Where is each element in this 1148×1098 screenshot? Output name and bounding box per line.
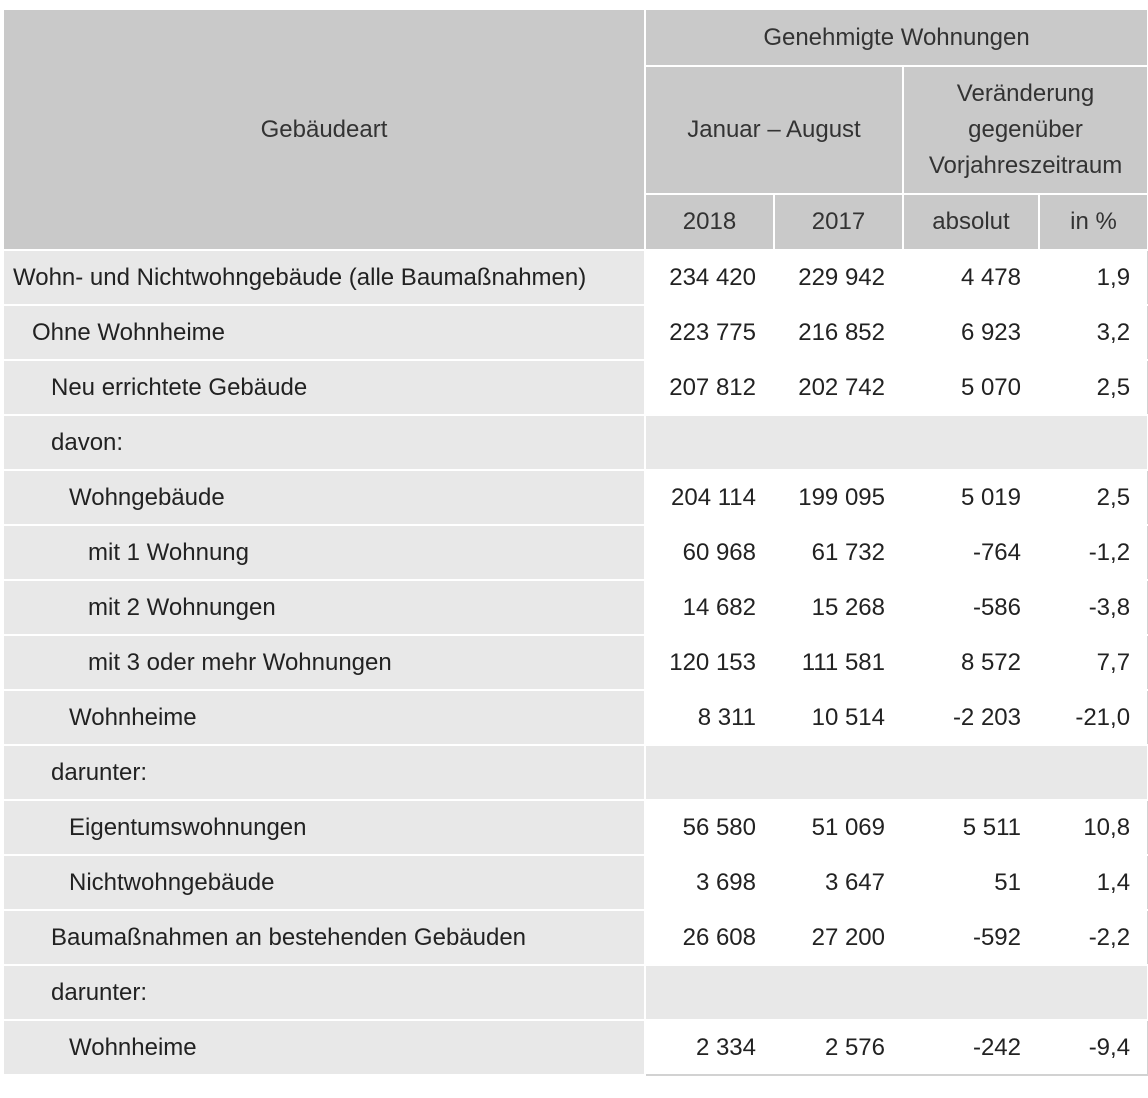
header-period: Januar – August <box>645 66 903 194</box>
empty-cells <box>645 965 1148 1020</box>
cell-2018: 223 775 <box>645 305 774 360</box>
cell-2017: 229 942 <box>774 250 903 305</box>
cell-2017: 15 268 <box>774 580 903 635</box>
header-change-line1: Veränderung <box>956 80 1095 107</box>
row-label: Wohnheime <box>3 1020 645 1075</box>
cell-percent: 7,7 <box>1039 635 1148 690</box>
cell-2018: 8 311 <box>645 690 774 745</box>
cell-2017: 216 852 <box>774 305 903 360</box>
cell-percent: 2,5 <box>1039 360 1148 415</box>
table-row <box>3 580 1148 635</box>
cell-2018: 26 608 <box>645 910 774 965</box>
cell-percent: -2,2 <box>1039 910 1148 965</box>
header-change-line2: gegenüber <box>968 116 1083 143</box>
cell-2017: 3 647 <box>774 855 903 910</box>
row-label: mit 2 Wohnungen <box>3 580 645 635</box>
cell-2018: 207 812 <box>645 360 774 415</box>
cell-absolute: -764 <box>903 525 1039 580</box>
header-change-line3: Vorjahreszeitraum <box>928 152 1123 179</box>
cell-absolute: -592 <box>903 910 1039 965</box>
row-label: Wohnheime <box>3 690 645 745</box>
row-label: mit 1 Wohnung <box>3 525 645 580</box>
cell-absolute: 8 572 <box>903 635 1039 690</box>
table-row <box>3 305 1148 360</box>
cell-2018: 56 580 <box>645 800 774 855</box>
table-row <box>3 1020 1148 1075</box>
cell-2017: 202 742 <box>774 360 903 415</box>
cell-absolute: -2 203 <box>903 690 1039 745</box>
cell-2018: 3 698 <box>645 855 774 910</box>
row-label: darunter: <box>3 965 645 1020</box>
row-label: Ohne Wohnheime <box>3 305 645 360</box>
header-change <box>903 66 1148 194</box>
cell-2018: 2 334 <box>645 1020 774 1075</box>
cell-2017: 199 095 <box>774 470 903 525</box>
cell-percent: 10,8 <box>1039 800 1148 855</box>
empty-cells <box>645 745 1148 800</box>
table-row <box>3 250 1148 305</box>
cell-percent: 1,4 <box>1039 855 1148 910</box>
table-row <box>3 910 1148 965</box>
table-row <box>3 360 1148 415</box>
table-row <box>3 745 1148 800</box>
cell-absolute: 4 478 <box>903 250 1039 305</box>
row-label: mit 3 oder mehr Wohnungen <box>3 635 645 690</box>
row-label: Eigentumswohnungen <box>3 800 645 855</box>
table-row <box>3 525 1148 580</box>
cell-percent: -1,2 <box>1039 525 1148 580</box>
cell-absolute: -586 <box>903 580 1039 635</box>
cell-2018: 60 968 <box>645 525 774 580</box>
cell-absolute: 51 <box>903 855 1039 910</box>
row-label: Wohn- und Nichtwohngebäude (alle Baumaßnahmen) <box>3 250 645 305</box>
cell-2017: 111 581 <box>774 635 903 690</box>
table-row <box>3 800 1148 855</box>
cell-2017: 61 732 <box>774 525 903 580</box>
table-row <box>3 470 1148 525</box>
cell-2017: 10 514 <box>774 690 903 745</box>
cell-absolute: 5 019 <box>903 470 1039 525</box>
cell-2018: 204 114 <box>645 470 774 525</box>
cell-2017: 2 576 <box>774 1020 903 1075</box>
header-percent: in % <box>1039 194 1148 250</box>
table-row <box>3 965 1148 1020</box>
cell-2018: 234 420 <box>645 250 774 305</box>
row-label: Wohngebäude <box>3 470 645 525</box>
cell-absolute: 5 070 <box>903 360 1039 415</box>
cell-2017: 51 069 <box>774 800 903 855</box>
table-row <box>3 635 1148 690</box>
cell-percent: -3,8 <box>1039 580 1148 635</box>
cell-2018: 120 153 <box>645 635 774 690</box>
cell-percent: 3,2 <box>1039 305 1148 360</box>
cell-percent: -9,4 <box>1039 1020 1148 1075</box>
cell-absolute: -242 <box>903 1020 1039 1075</box>
table-row <box>3 415 1148 470</box>
cell-percent: 2,5 <box>1039 470 1148 525</box>
header-year-2018: 2018 <box>645 194 774 250</box>
cell-percent: -21,0 <box>1039 690 1148 745</box>
table-row <box>3 855 1148 910</box>
row-label: Baumaßnahmen an bestehenden Gebäuden <box>3 910 645 965</box>
cell-absolute: 6 923 <box>903 305 1039 360</box>
row-label: Neu errichtete Gebäude <box>3 360 645 415</box>
cell-absolute: 5 511 <box>903 800 1039 855</box>
empty-cells <box>645 415 1148 470</box>
row-label: darunter: <box>3 745 645 800</box>
header-approved-dwellings: Genehmigte Wohnungen <box>645 9 1148 66</box>
header-year-2017: 2017 <box>774 194 903 250</box>
cell-2018: 14 682 <box>645 580 774 635</box>
building-permits-table <box>2 8 1148 1076</box>
row-label: davon: <box>3 415 645 470</box>
row-label: Nichtwohngebäude <box>3 855 645 910</box>
cell-percent: 1,9 <box>1039 250 1148 305</box>
table-row <box>3 690 1148 745</box>
header-building-type: Gebäudeart <box>3 9 645 250</box>
header-absolute: absolut <box>903 194 1039 250</box>
cell-2017: 27 200 <box>774 910 903 965</box>
